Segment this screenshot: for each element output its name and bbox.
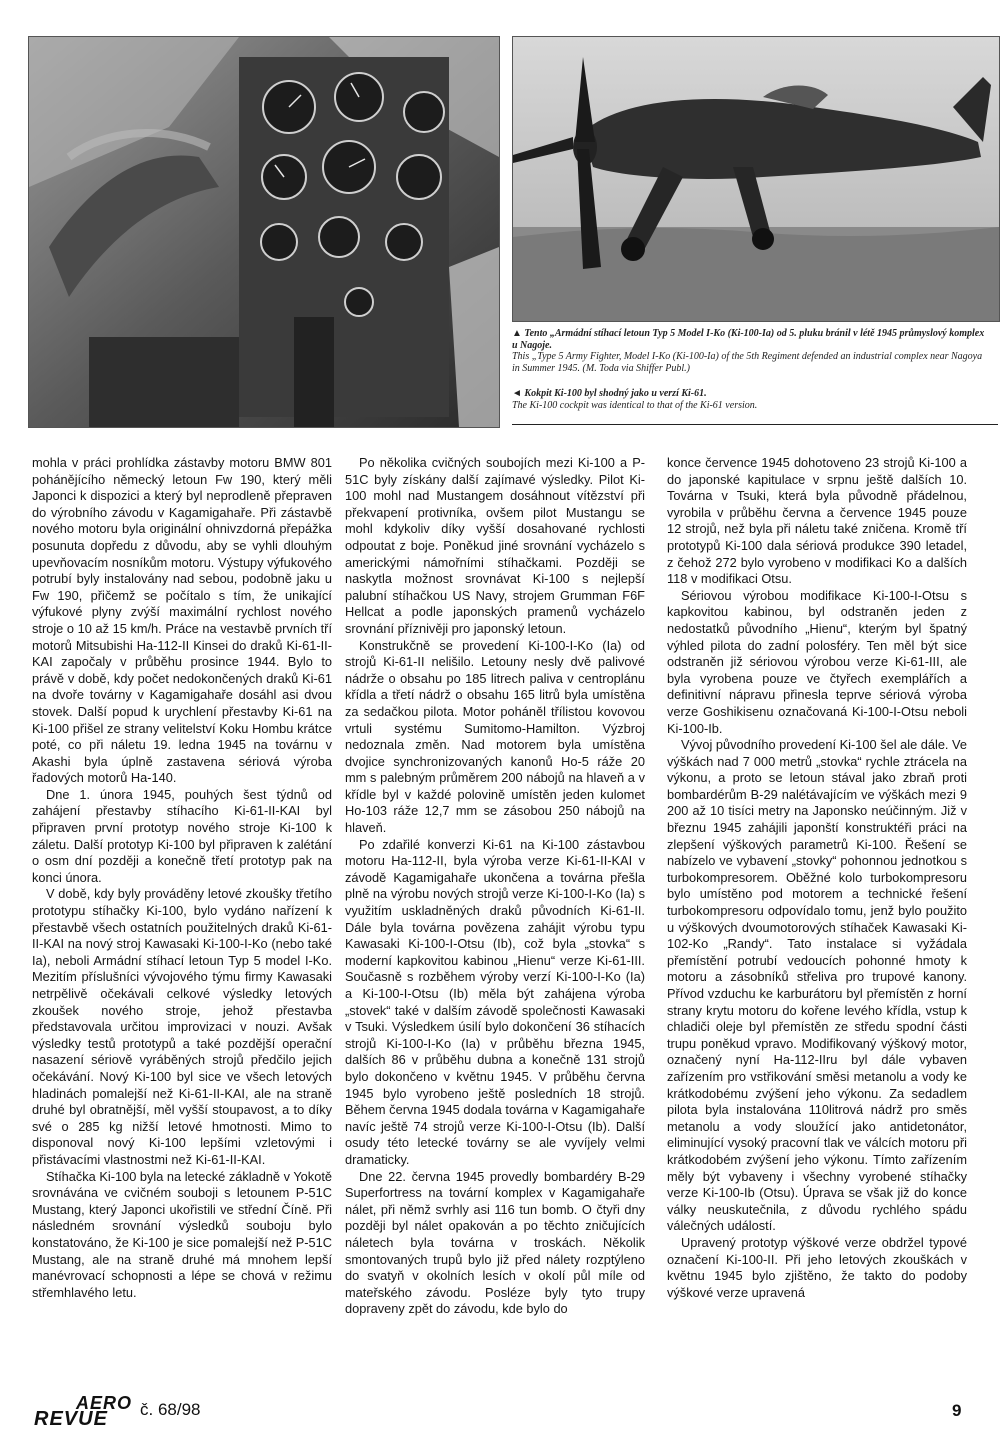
paragraph: Upravený prototyp výškové verze obdržel typové označení Ki-100-II. Při jeho letových zkouškách v květnu 1945 bylo zjištěno, že takto do podoby výškové verze upravená xyxy=(667,1234,967,1300)
cockpit-photo-graphic xyxy=(29,37,499,427)
article-column-1 xyxy=(32,455,332,1390)
paragraph: Stíhačka Ki-100 byla na letecké základně v Yokotě srovnávána ve cvičném souboji s letounem P-51C Mustang, který Japonci ukořistili ve střední Číně. Při následném srovnání výsledků souboju bylo konstatováno, že Ki-100 je sice pomalejší než P-51C Mustang, ale na straně druhé má mnohem lepší manévrovací schopnosti a lépe se chová v režimu střemhlavého letu. xyxy=(32,1168,332,1300)
logo-line-revue: REVUE xyxy=(34,1408,108,1430)
cockpit-photo xyxy=(28,36,500,428)
aircraft-photo-caption xyxy=(512,328,990,374)
paragraph: Sériovou výrobou modifikace Ki-100-I-Otsu s kapkovitou kabinou, byl odstraněn jeden z nedostatků původního „Hienu“, kterým byl špatný výhled pilota do zadní polosféry. Ten měl být sice odstraněn již sériovou výrobou verze Ki-61-III, ale byla vyrobena pouze ve čtyřech exemplářích a definitivní nápravu přinesla teprve sériová výroba verze Goshikisenu označovaná Ki-100-I-Otsu neboli Ki-100-Ib. xyxy=(667,587,967,736)
article-column-2 xyxy=(345,455,645,1390)
page-number: 9 xyxy=(952,1401,962,1420)
cockpit-caption-english: The Ki-100 cockpit was identical to that of the Ki-61 version. xyxy=(512,399,758,411)
aircraft-caption-english: This „Type 5 Army Fighter, Model I-Ko (Ki-100-Ia) of the 5th Regiment defended an industrial complex near Nagoya in Summer 1945. (M. Toda via Shiffer Publ.) xyxy=(512,351,983,374)
paragraph: konce července 1945 dohotoveno 23 strojů Ki-100 a do japonské kapitulace v srpnu ještě dalších 10. Továrna v Tsuki, která byla původně přádelnou, vyrobila v průběhu června a července 1945 pouze 12 strojů, než byla při náletu také zničena. Kromě tří prototypů Ki-100 dala sériová produkce 390 letadel, z čehož 272 bylo vyrobeno v modifikaci Ko a dalších 118 v modifikaci Otsu. xyxy=(667,455,967,587)
article-column-3 xyxy=(667,455,967,1390)
cockpit-photo-caption xyxy=(512,388,990,411)
paragraph: Dne 1. února 1945, pouhých šest týdnů od zahájení přestavby stíhacího Ki-61-II-KAI byl připraven první prototyp nového stroje Ki-100 k záletu. Další prototyp Ki-100 byl připraven k zalétání o osm dní později a konečně třetí prototyp pak na konci února. xyxy=(32,786,332,885)
aircraft-photo xyxy=(512,36,1000,322)
paragraph: Vývoj původního provedení Ki-100 šel ale dále. Ve výškách nad 7 000 metrů „stovka“ rychle ztrácela na výkonu, a proto se letoun stával jako zbraň proti bombardérům B-29 nalétávajícím ve výškách mezi 9 200 až 10 tisíci metry na Japonsko neúčinným. Již v březnu 1945 zahájili japonští konstruktéři práci na zlepšení výškových parametrů Ki-100. Řešení se nabízelo ve vybavení „stovky“ pohonnou jednotkou s turbokompresorem. Oběžné kolo turbokompresoru bylo umístěno pod motorem a technické řešení turbokompresoru odpovídalo tomu, jenž bylo použito u výškových dvoumotorových stíhaček Kawasaki Ki-102-Ko „Randy“. Tato instalace si vyžádala přemístění potrubí vedoucích pohonné hmoty k motoru a zásobníků střeliva pro trupové kanony. Přívod vzduchu ke karburátoru byl přemístěn z horní strany krytu motoru do kořene levého křídla, vstup k chladiči oleje byl přemístěn ze středu spodní části trupu poněkud vpravo. Modifikovaný výškový motor, označený nyní Ha-112-IIru byl dále vybaven zařízením pro vstřikování směsi metanolu a vody ke krátkodobému zvýšení jeho výkonu. Za sedadlem pilota byla instalována 110litrová nádrž pro směs metanolu a vody sloužící jako antidetonátor, eliminující vysoký pracovní tlak ve válcích motoru při krátkodobém zvýšení jeho výkonu. Tímto zařízením měly být vybaveny i všechny vyrobené stíhačky verze Ki-100-Ib (Otsu). Úprava se však již do konce války neuskutečnila, z důvodu rychlého spádu válečných událostí. xyxy=(667,737,967,1234)
aero-revue-logo xyxy=(34,1393,133,1431)
cockpit-caption-czech: ◄ Kokpit Ki-100 byl shodný jako u verzí Ki-61. xyxy=(512,388,707,399)
paragraph: Po zdařilé konverzi Ki-61 na Ki-100 zástavbou motoru Ha-112-II, byla výroba verze Ki-61-II-KAI v závodě Kagamigahaře ukončena a továrna přešla plně na výrobu nových strojů verze Ki-100-I-Ko (Ia) s využitím uskladněných draků původních Ki-61-II. Dále byla továrna povězena zahájit výrobu typu Kawasaki Ki-100-I-Otsu (Ib), což byla „stovka“ s moderní kapkovitou kabinou „Hienu“ verze Ki-61-III. Současně s rozběhem výroby verzí Ki-100-I-Ko (Ia) a Ki-100-I-Otsu (Ib) měla být zahájena výroba „stovek“ také v dalším závodě společnosti Kawasaki v Tsuki. Výsledkem úsilí bylo dokončení 36 stíhacích strojů Ki-100-I-Ko (Ia) v průběhu března 1945, dalších 86 v průběhu dubna a konečně 131 strojů bylo dokončeno v květnu 1945. V průběhu června 1945 bylo vyrobeno ještě posledních 18 strojů. Během června 1945 dodala továrna v Kagamigahaře navíc ještě 74 strojů verze Ki-100-I-Otsu (Ib). Další osudy této letecké továrny se ale vyvíjely velmi dramaticky. xyxy=(345,836,645,1167)
aircraft-photo-graphic xyxy=(513,37,999,321)
paragraph: V době, kdy byly prováděny letové zkoušky třetího prototypu stíhačky Ki-100, bylo vydáno nařízení k přestavbě všech ostatních použitelných draků Ki-61-II-KAI na nový stroj Kawasaki Ki-100-I-Ko (nebo také Ia), neboli Armádní stíhací letoun Typ 5 model I-Ko. Mezitím příslušníci vývojového týmu firmy Kawasaki netrpělivě očekávali celkové výsledky letových zkoušek nového stroje, jehož přestavba představovala určitou improvizaci v nouzi. Avšak výsledky testů prototypů a také pozdější operační nasazení sériově vyráběných strojů předčilo jejich očekávání. Nový Ki-100 byl sice ve všech letových hladinách pomalejší než Ki-61-II-KAI, ale na straně druhé byl obratnější, měl vyšší stoupavost, a to díky své o 285 kg nižší letové hmotnosti. Mimo to disponoval nový Ki-100 lepšími vzletovými i přistávacími vlastnostmi než Ki-61-II-KAI. xyxy=(32,886,332,1167)
paragraph: Dne 22. června 1945 provedly bombardéry B-29 Superfortress na tovární komplex v Kagamigahaře nálet, při němž svrhly asi 116 tun bomb. O čtyři dny později byl nálet opakován a po těchto zničujících náletech byla továrna v troskách. Několik smontovaných trupů bylo již před nálety rozptýleno do svatyň v okolních lesích v okolí půl míle od mateřského závodu. Posléze byly tyto trupy dopraveny zpět do závodu, kde bylo do xyxy=(345,1168,645,1317)
issue-number: č. 68/98 xyxy=(140,1400,201,1419)
logo-line-aero: AERO xyxy=(76,1393,133,1413)
paragraph: mohla v práci prohlídka zástavby motoru BMW 801 pohánějícího německý letoun Fw 190, který měli Japonci k dispozici a který byl neprodleně přepraven do výrobního závodu v Kagamigahaře. Při zástavbě nového motoru byla originální ohnivzdorná přepážka posunuta dopředu z důvodu, aby se vyhli dlouhým upevňovacím nosníkům motoru. Výstupy výfukového potrubí byly instalovány nad sebou, podobně jaku u Fw 190, přičemž se počítalo s tím, že unikající výfukové plyny zvýší maximální rychlost nového stroje o 10 až 15 km/h. Práce na vestavbě prvních tří motorů Mitsubishi Ha-112-II Kinsei do draků Ki-61-II-KAI započaly v průběhu prosince 1944. Bylo to právě v době, kdy počet nedokončených draků Ki-61 na dvoře továrny v Kagamigahaře dosáhl asi dvou stovek. Další popud k urychlení přestavby Ki-61 na Ki-100 přišel ze strany velitelství Koku Hombu krátce poté, co při náletu 19. ledna 1945 na továrnu v Akashi byla úplně zastavena sériová výroba řadových motorů Ha-140. xyxy=(32,455,332,786)
aircraft-caption-czech: ▲ Tento „Armádní stíhací letoun Typ 5 Model I-Ko (Ki-100-Ia) od 5. pluku bránil v létě 1945 průmyslový komplex u Nagoje. xyxy=(512,328,985,351)
paragraph: Po několika cvičných soubojích mezi Ki-100 a P-51C byly získány další zajímavé výsledky. Pilot Ki-100 mohl nad Mustangem dosáhnout vítězství při překvapení protivníka, ovšem pilot Mustangu se mohl kdykoliv díky vyšší dosahované rychlosti odpoutat z boje. Poněkud jiné srovnání vycházelo s americkými námořními stíhačkami. Později se naskytla možnost srovnávat Ki-100 s nejlepší palubní stíhačkou US Navy, strojem Grumman F6F Hellcat a podle japonských pramenů vycházelo srovnání příznivěji pro japonský letoun. xyxy=(345,455,645,636)
paragraph: Konstrukčně se provedení Ki-100-I-Ko (Ia) od strojů Ki-61-II nelišilo. Letouny nesly dvě palivové nádrže o obsahu po 185 litrech paliva v centroplánu křídla a třetí nádrž o obsahu 165 litrů byla umístěna za sedačkou pilota. Motor poháněl třílistou kovovou vrtuli systému Sumitomo-Hamilton. Výzbroj nedoznala změn. Nad motorem byla umístěna dvojice synchronizovaných kanonů Ho-5 ráže 20 mm s palebným průměrem 200 nábojů na hlaveň a v křídle byl v každé polovině umístěn jeden kulomet Ho-103 ráže 12,7 mm se zásobou 250 nábojů na hlaveň. xyxy=(345,637,645,836)
caption-divider xyxy=(512,424,998,425)
